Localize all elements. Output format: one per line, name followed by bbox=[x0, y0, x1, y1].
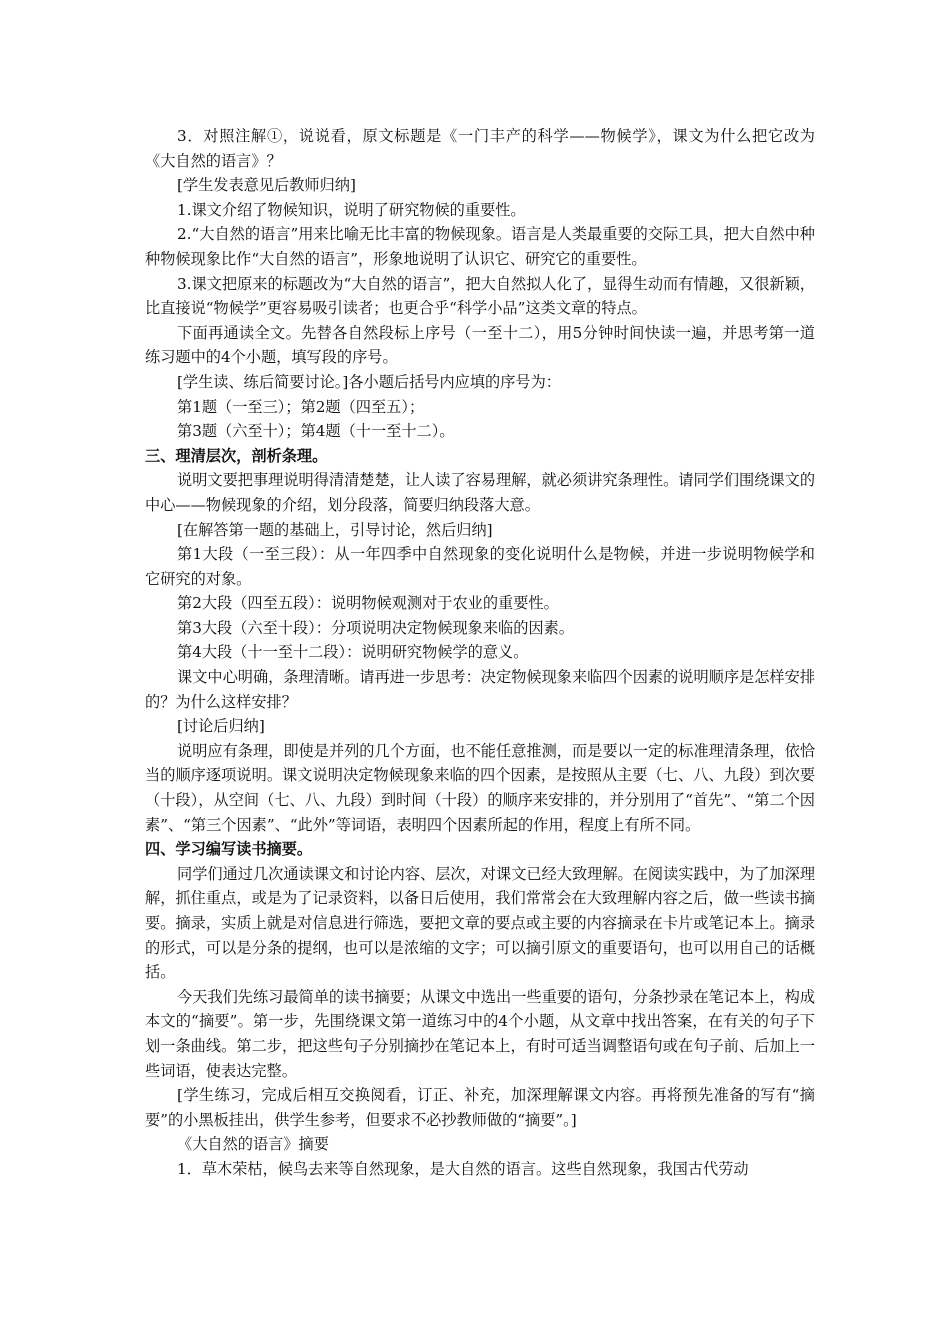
paragraph: 1.课文介绍了物候知识，说明了研究物候的重要性。 bbox=[177, 200, 526, 219]
section-heading: 三、理清层次，剖析条理。 bbox=[145, 446, 328, 465]
paragraph: 第3题（六至十）；第4题（十一至十二）。 bbox=[177, 422, 455, 441]
paragraph: 1．草木荣枯，候鸟去来等自然现象，是大自然的语言。这些自然现象，我国古代劳动 bbox=[177, 1159, 749, 1178]
paragraph: [学生发表意见后教师归纳] bbox=[177, 176, 356, 195]
paragraph: 课文中心明确，条理清晰。请再进一步思考：决定物候现象来临四个因素的说明顺序是怎样安排的？为什么这样安排？ bbox=[145, 668, 815, 711]
document-body bbox=[145, 124, 815, 1182]
paragraph: 3．对照注解①，说说看，原文标题是《一门丰产的科学——物候学》，课文为什么把它改为《大自然的语言》？ bbox=[145, 127, 815, 170]
section-heading: 四、学习编写读书摘要。 bbox=[145, 840, 313, 859]
paragraph: 3.课文把原来的标题改为“大自然的语言”，把大自然拟人化了，显得生动而有情趣，又很新颖，比直接说“物候学”更容易吸引读者；也更合乎“科学小品”这类文章的特点。 bbox=[145, 274, 815, 318]
paragraph: 第4大段（十一至十二段）：说明研究物候学的意义。 bbox=[177, 643, 529, 662]
paragraph: 下面再通读全文。先替各自然段标上序号（一至十二），用5分钟时间快读一遍，并思考第一道练习题中的4个小题，填写段的序号。 bbox=[145, 323, 815, 367]
paragraph: 第1题（一至三）；第2题（四至五）； bbox=[177, 397, 425, 416]
paragraph: 同学们通过几次通读课文和讨论内容、层次，对课文已经大致理解。在阅读实践中，为了加深理解，抓住重点，或是为了记录资料，以备日后使用，我们常常会在大致理解内容之后，做一些读书摘要。摘录，实质上就是对信息进行筛选，要把文章的要点或主要的内容摘录在卡片或笔记本上。摘录的形式，可以是分条的提纲，也可以是浓缩的文字；可以摘引原文的重要语句，也可以用自己的话概括。 bbox=[145, 864, 815, 982]
paragraph: [学生读、练后简要讨论。]各小题后括号内应填的序号为： bbox=[177, 372, 561, 391]
paragraph: 今天我们先练习最简单的读书摘要；从课文中选出一些重要的语句，分条抄录在笔记本上，构成本文的“摘要”。第一步，先围绕课文第一道练习中的4个小题，从文章中找出答案，在有关的句子下划一条曲线。第二步，把这些句子分别摘抄在笔记本上，有时可适当调整语句或在句子前、后加上一些词语，使表达完整。 bbox=[145, 987, 815, 1080]
paragraph: [在解答第一题的基础上，引导讨论，然后归纳] bbox=[177, 520, 493, 539]
summary-title: 《大自然的语言》摘要 bbox=[177, 1135, 329, 1154]
paragraph: [学生练习，完成后相互交换阅看，订正、补充，加深理解课文内容。再将预先准备的写有“摘要”的小黑板挂出，供学生参考，但要求不必抄教师做的“摘要”。] bbox=[145, 1086, 815, 1129]
paragraph: 第1大段（一至三段）：从一年四季中自然现象的变化说明什么是物候，并进一步说明物候学和它研究的对象。 bbox=[145, 545, 815, 588]
paragraph: 第2大段（四至五段）：说明物候观测对于农业的重要性。 bbox=[177, 594, 559, 613]
paragraph: 2.“大自然的语言”用来比喻无比丰富的物候现象。语言是人类最重要的交际工具，把大自然中种种物候现象比作“大自然的语言”，形象地说明了认识它、研究它的重要性。 bbox=[145, 225, 815, 268]
paragraph: 说明应有条理，即使是并列的几个方面，也不能任意推测，而是要以一定的标准理清条理，依恰当的顺序逐项说明。课文说明决定物候现象来临的四个因素，是按照从主要（七、八、九段）到次要（十段），从空间（七、八、九段）到时间（十段）的顺序来安排的，并分别用了“首先”、“第二个因素”、“第三个因素”、“此外”等词语，表明四个因素所起的作用，程度上有所不同。 bbox=[145, 741, 815, 834]
paragraph: [讨论后归纳] bbox=[177, 717, 265, 736]
paragraph: 说明文要把事理说明得清清楚楚，让人读了容易理解，就必须讲究条理性。请同学们围绕课文的中心——物候现象的介绍，划分段落，简要归纳段落大意。 bbox=[145, 471, 815, 514]
paragraph: 第3大段（六至十段）：分项说明决定物候现象来临的因素。 bbox=[177, 618, 574, 637]
